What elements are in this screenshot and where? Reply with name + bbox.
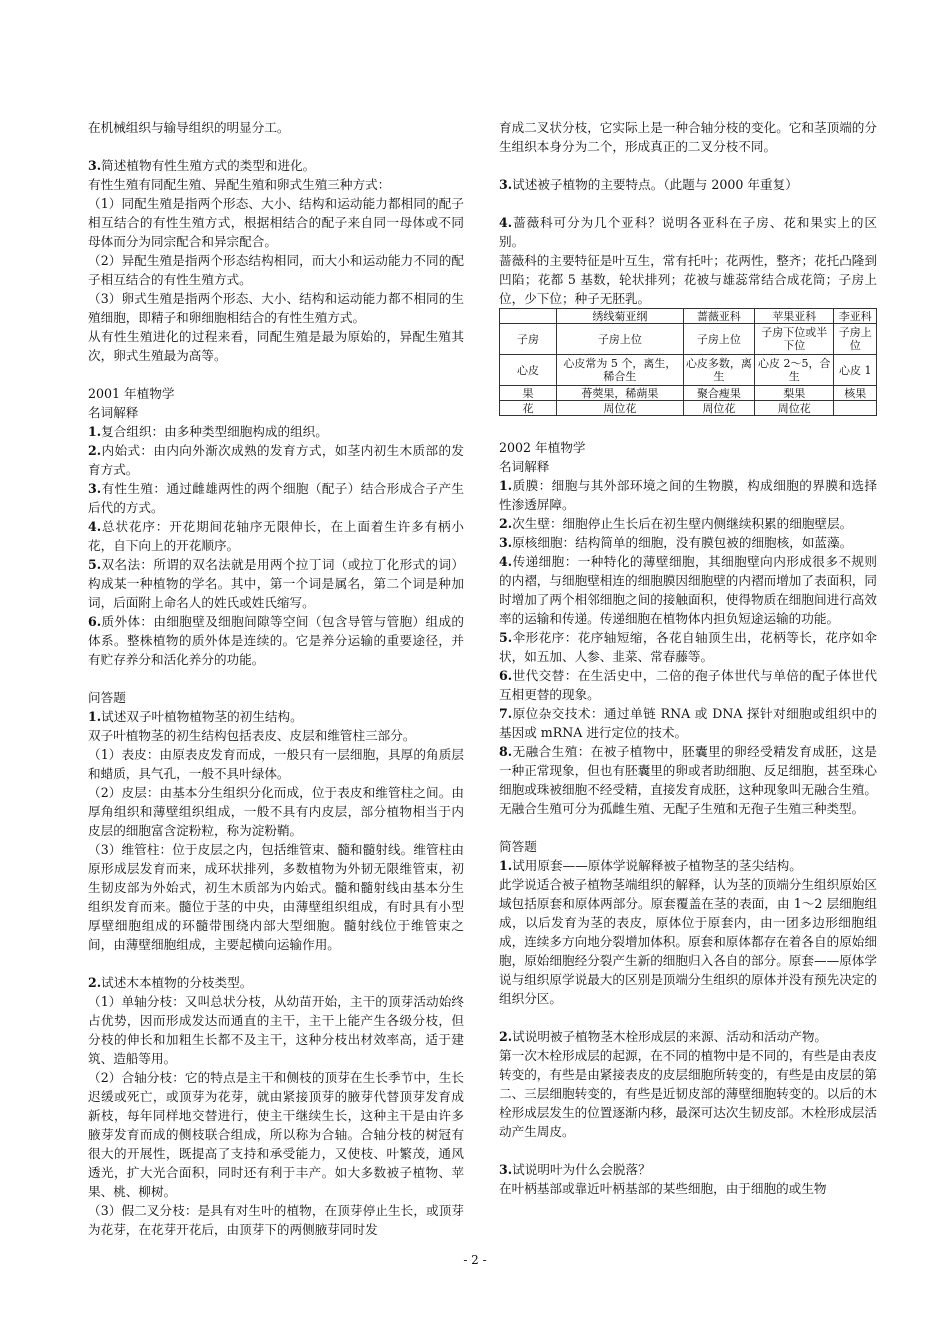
definition-item [88, 441, 464, 479]
paragraph: （2）异配生殖是指两个形态结构相同，而大小和运动能力不同的配子相互结合的有性生殖方式。 [88, 253, 464, 287]
item-number: 3. [88, 481, 102, 496]
left-column [88, 118, 464, 1239]
page-number: - 2 - [463, 1253, 487, 1267]
question-heading [499, 1160, 877, 1179]
table-cell: 蔷薇亚科 [683, 309, 754, 324]
question-text: 试用原套——原体学说解释被子植物茎的茎尖结构。 [512, 858, 802, 873]
paragraph: 在叶柄基部或靠近叶柄基部的某些细胞，由于细胞的或生物 [499, 1181, 827, 1196]
paragraph: （2）合轴分枝：它的特点是主干和侧枝的顶芽在生长季节中，生长迟缓或死亡，或顶芽为花芽，就由紧接顶芽的腋芽代替顶芽发育成新枝，每年同样地交替进行，使主干继续生长，这种主干是由许多腋芽发育而成的侧枝联合组成，所以称为合轴。合轴分枝的树冠有很大的开展性，既提高了支持和承受能力，又使枝、叶繁茂，通风透光，扩大光合面积，同时还有利于丰产。如大多数被子植物、苹果、桃、柳树。 [88, 1070, 464, 1199]
paragraph: （3）卵式生殖是指两个形态、大小、结构和运动能力都不相同的生殖细胞，即精子和卵细胞相结合的有性生殖方式。 [88, 291, 464, 325]
table-cell: 心皮 1 [834, 355, 877, 386]
table-cell: 子房上位 [683, 324, 754, 355]
table-cell: 子房上位 [557, 324, 684, 355]
table-cell: 绣线菊亚纲 [557, 309, 684, 324]
table-row [500, 401, 877, 416]
paragraph: 在机械组织与输导组织的明显分工。 [88, 120, 290, 135]
table-row [500, 324, 877, 355]
item-number: 8. [499, 744, 513, 759]
definition-item [88, 517, 464, 555]
table-cell: 核果 [834, 386, 877, 401]
item-text: 总状花序：开花期间花轴序无限伸长，在上面着生许多有柄小花，自下向上的开花顺序。 [88, 519, 464, 553]
section-title: 2001 年植物学 [88, 386, 175, 401]
subsection-title: 名词解释 [499, 459, 550, 474]
item-number: 2. [88, 443, 102, 458]
item-text: 次生壁：细胞停止生长后在初生壁内侧继续积累的细胞壁层。 [512, 516, 853, 531]
table-cell: 花 [500, 401, 557, 416]
question-heading [499, 175, 877, 194]
section-title: 2002 年植物学 [499, 440, 586, 455]
table-cell: 子房上位 [834, 324, 877, 355]
definition-item [88, 612, 464, 669]
table-header-row [500, 309, 877, 324]
question-heading [499, 856, 877, 875]
subsection-title: 名词解释 [88, 405, 139, 420]
paragraph: 从有性生殖进化的过程来看，同配生殖是最为原始的，异配生殖其次，卵式生殖最为高等。 [88, 329, 464, 363]
item-text: 世代交替：在生活史中，二倍的孢子体世代与单倍的配子体世代互相更替的现象。 [499, 668, 877, 702]
table-cell [500, 309, 557, 324]
question-text: 试说明被子植物茎木栓形成层的来源、活动和活动产物。 [512, 1029, 827, 1044]
table-cell: 果 [500, 386, 557, 401]
paragraph: （3）维管柱：位于皮层之内，包括维管束、髓和髓射线。维管柱由原形成层发育而来，成环状排列，多数植物为外韧无限维管束，初生韧皮部为外始式，初生木质部为内始式。髓和髓射线由基本分生组织发育而来。髓位于茎的中央，由薄壁组织组成，有时具有小型厚壁细胞组成的环髓带围绕内部大型细胞。髓射线位于维管束之间，由薄壁细胞组成，主要起横向运输作用。 [88, 842, 464, 952]
item-number: 6. [499, 668, 513, 683]
definition-item [499, 704, 877, 742]
item-number: 1. [499, 478, 513, 493]
definition-item [499, 533, 877, 552]
item-number: 1. [88, 424, 102, 439]
question-number: 2. [88, 975, 102, 990]
item-number: 4. [499, 554, 513, 569]
table-cell: 周位花 [683, 401, 754, 416]
table-cell: 周位花 [755, 401, 834, 416]
question-text: 试述木本植物的分枝类型。 [101, 975, 253, 990]
definition-item [499, 742, 877, 818]
item-text: 质膜：细胞与其外部环境之间的生物膜，构成细胞的界膜和选择性渗透屏障。 [499, 478, 877, 512]
item-text: 传递细胞：一种特化的薄壁细胞，其细胞壁向内形成很多不规则的内褶，与细胞壁相连的细胞膜因细胞壁的内褶而增加了表面积，同时增加了两个相邻细胞之间的接触面积，使得物质在细胞间进行高效率的运输和传递。传递细胞在植物体内担负短途运输的功能。 [499, 554, 877, 626]
table-cell: 子房下位或半下位 [755, 324, 834, 355]
item-number: 7. [499, 706, 513, 721]
question-number: 3. [88, 158, 102, 173]
item-text: 有性生殖：通过雌雄两性的两个细胞（配子）结合形成合子产生后代的方式。 [88, 481, 464, 515]
table-cell: 蓇葖果，稀蒴果 [557, 386, 684, 401]
question-text: 简述植物有性生殖方式的类型和进化。 [101, 158, 316, 173]
item-text: 内始式：由内向外渐次成熟的发育方式，如茎内初生木质部的发育方式。 [88, 443, 464, 477]
subsection-title: 简答题 [499, 839, 537, 854]
item-number: 5. [499, 630, 513, 645]
paragraph: （2）皮层：由基本分生组织分化而成，位于表皮和维管柱之间。由厚角组织和薄壁组织组成，一般不具有内皮层，部分植物相当于内皮层的细胞富含淀粉粒，称为淀粉鞘。 [88, 785, 464, 838]
definition-item [499, 552, 877, 628]
table-cell: 梨果 [755, 386, 834, 401]
paragraph: 蔷薇科的主要特征是叶互生，常有托叶；花两性，整齐；花托凸隆到凹陷；花都 5 基数，轮状排列；花被与雄蕊常结合成花筒；子房上位，少下位；种子无胚乳。 [499, 253, 877, 306]
paragraph: （1）单轴分枝：又叫总状分枝，从幼苗开始，主干的顶芽活动始终占优势，因而形成发达而通直的主干，主干上能产生各级分枝，但分枝的伸长和加粗生长都不及主干，这种分枝出材效率高，适于建筑、造船等用。 [88, 994, 464, 1066]
table-cell: 苹果亚科 [755, 309, 834, 324]
question-heading [88, 156, 464, 175]
question-number: 1. [499, 858, 513, 873]
definition-item [88, 555, 464, 612]
paragraph: 此学说适合被子植物茎端组织的解释，认为茎的顶端分生组织原始区域包括原套和原体两部分。原套覆盖在茎的表面，由 1～2 层细胞组成，以后发育为茎的表皮，原体位于原套内，由一团多边形细胞组成，连续多方向地分裂增加体积。原套和原体都存在着各自的原始细胞，原始细胞经分裂产生新的细胞归入各自的部分。原套——原体学说与组织原学说最大的区别是顶端分生组织的原体并没有预先决定的组织分区。 [499, 877, 877, 1006]
definition-item [88, 479, 464, 517]
item-text: 原位杂交技术：通过单链 RNA 或 DNA 探针对细胞或组织中的基因或 mRNA 进行定位的技术。 [499, 706, 877, 740]
item-text: 无融合生殖：在被子植物中，胚囊里的卵经受精发育成胚，这是一种正常现象，但也有胚囊里的卵或者助细胞、反足细胞，甚至珠心细胞或珠被细胞不经受精，直接发育成胚，这种现象叫无融合生殖。无融合生殖可分为孤雌生殖、无配子生殖和无孢子生殖三种类型。 [499, 744, 877, 816]
paragraph: （1）表皮：由原表皮发育而成，一般只有一层细胞，具厚的角质层和蜡质，具气孔，一般不具叶绿体。 [88, 747, 464, 781]
table-cell: 心皮 2～5，合生 [755, 355, 834, 386]
table-cell: 心皮常为 5 个，离生，稀合生 [557, 355, 684, 386]
definition-item [88, 422, 464, 441]
item-number: 6. [88, 614, 102, 629]
item-number: 4. [88, 519, 102, 534]
table-row [500, 355, 877, 386]
item-text: 双名法：所谓的双名法就是用两个拉丁词（或拉丁化形式的词）构成某一种植物的学名。其中，第一个词是属名，第二个词是种加词，后面附上命名人的姓氏或姓氏缩写。 [88, 557, 464, 610]
question-number: 3. [499, 1162, 513, 1177]
definition-item [499, 514, 877, 533]
paragraph: 有性生殖有同配生殖、异配生殖和卵式生殖三种方式： [88, 177, 391, 192]
definition-item [499, 628, 877, 666]
paragraph: （3）假二叉分枝：是具有对生叶的植物，在顶芽停止生长，或顶芽为花芽，在花芽开花后，由顶芽下的两侧腋芽同时发 [88, 1203, 464, 1237]
question-heading [88, 973, 464, 992]
question-number: 2. [499, 1029, 513, 1044]
subsection-title: 问答题 [88, 690, 126, 705]
definition-item [499, 476, 877, 514]
table-cell: 李亚科 [834, 309, 877, 324]
question-number: 4. [499, 215, 513, 230]
table-cell: 心皮多数，离生 [683, 355, 754, 386]
paragraph: （1）同配生殖是指两个形态、大小、结构和运动能力都相同的配子相互结合的有性生殖方式，根据相结合的配子来自同一母体或不同母体而分为同宗配合和异宗配合。 [88, 196, 464, 249]
item-number: 5. [88, 557, 102, 572]
table-cell [834, 401, 877, 416]
question-text: 蔷薇科可分为几个亚科？说明各亚科在子房、花和果实上的区别。 [499, 215, 877, 249]
paragraph: 育成二叉状分枝，它实际上是一种合轴分枝的变化。它和茎顶端的分生组织本身分为二个，形成真正的二叉分枝不同。 [499, 120, 877, 154]
question-heading [499, 213, 877, 251]
table-row [500, 386, 877, 401]
paragraph: 第一次木栓形成层的起源，在不同的植物中是不同的，有些是由表皮转变的，有些是由紧接表皮的皮层细胞所转变的，有些是由皮层的第二、三层细胞转变的，有些是近韧皮部的薄壁细胞转变的。以后的木栓形成层发生的位置逐渐内移，最深可达次生韧皮部。木栓形成层活动产生周皮。 [499, 1048, 877, 1139]
paragraph: 双子叶植物茎的初生结构包括表皮、皮层和维管柱三部分。 [88, 728, 416, 743]
question-text: 试述双子叶植物植物茎的初生结构。 [101, 709, 303, 724]
item-text: 质外体：由细胞壁及细胞间隙等空间（包含导管与管胞）组成的体系。整株植物的质外体是连续的。它是养分运输的重要途径，并有贮存养分和活化养分的功能。 [88, 614, 464, 667]
table-cell: 聚合瘦果 [683, 386, 754, 401]
item-number: 2. [499, 516, 513, 531]
item-text: 伞形花序：花序轴短缩，各花自轴顶生出，花柄等长，花序如伞状，如五加、人参、韭菜、常春藤等。 [499, 630, 877, 664]
question-heading [88, 707, 464, 726]
rosaceae-subfamily-table [499, 308, 877, 416]
right-column [499, 118, 877, 1198]
question-heading [499, 1027, 877, 1046]
question-text: 试说明叶为什么会脱落？ [512, 1162, 651, 1177]
definition-item [499, 666, 877, 704]
question-text: 试述被子植物的主要特点。（此题与 2000 年重复） [512, 177, 798, 192]
table-cell: 周位花 [557, 401, 684, 416]
item-text: 复合组织：由多种类型细胞构成的组织。 [101, 424, 328, 439]
question-number: 1. [88, 709, 102, 724]
question-number: 3. [499, 177, 513, 192]
item-text: 原核细胞：结构简单的细胞，没有膜包被的细胞核，如蓝藻。 [512, 535, 853, 550]
table-cell: 子房 [500, 324, 557, 355]
item-number: 3. [499, 535, 513, 550]
table-cell: 心皮 [500, 355, 557, 386]
